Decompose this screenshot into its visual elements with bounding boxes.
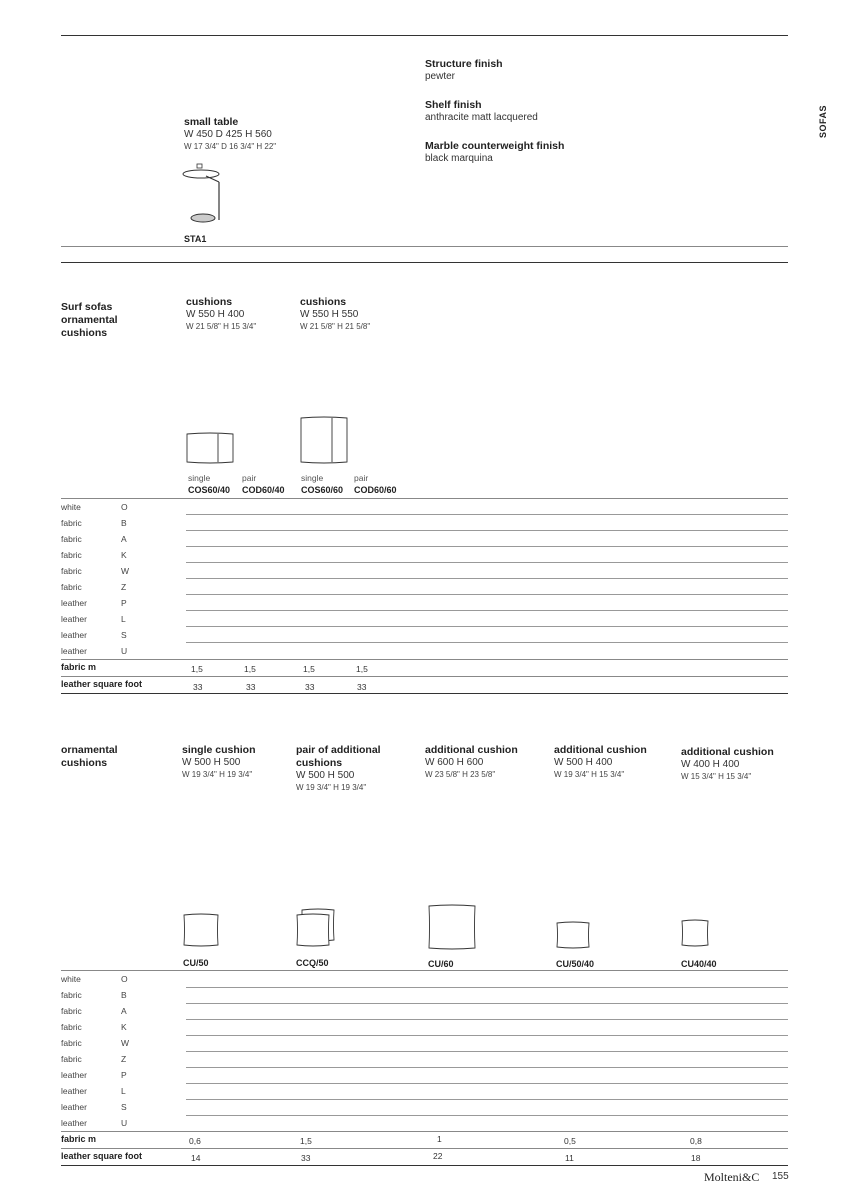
section1-leather-2: 33 [246, 682, 256, 692]
cushion-cu60-drawing [428, 904, 476, 950]
section2-product-5: additional cushion W 400 H 400 W 15 3/4" H 15 3/4" [681, 746, 774, 781]
section2-code-5: CU40/40 [681, 959, 717, 969]
section2-code-1: CU/50 [183, 958, 209, 968]
section1-fabric-1: 1,5 [191, 664, 203, 674]
variant-sub-1: single [188, 473, 211, 483]
small-table-title: small table [184, 116, 239, 128]
section2-title: ornamental cushions [61, 744, 118, 769]
section2-fabric-1: 0,6 [189, 1136, 201, 1146]
variant-code-1: COS60/40 [188, 485, 231, 495]
section1-leather-4: 33 [357, 682, 367, 692]
cushion-cos60-40-drawing [186, 432, 234, 464]
small-table-dim-metric: W 450 D 425 H 560 [184, 129, 272, 140]
section2-leather-rule [61, 1148, 788, 1149]
cushion-ccq50-drawing [296, 908, 338, 948]
small-table-code: STA1 [184, 234, 207, 244]
section2-product-2: pair of additional cushions W 500 H 500 W 19 3/4" H 19 3/4" [296, 744, 381, 792]
brand-logo: Molteni&C [704, 1170, 760, 1184]
section2-code-3: CU/60 [428, 959, 454, 969]
section2-code-2: CCQ/50 [296, 958, 329, 968]
section2-table-top-rule [61, 970, 788, 971]
variant-sub-3: single [301, 473, 324, 483]
section2-fabric-3: 1 [437, 1134, 442, 1144]
section1-table-top-rule [61, 498, 788, 499]
section1-product-1: cushions W 550 H 400 W 21 5/8" H 15 3/4" [186, 296, 257, 331]
section1-leather-1: 33 [193, 682, 203, 692]
variant-code-4: COD60/60 [354, 485, 397, 495]
section2-product-1: single cushion W 500 H 500 W 19 3/4" H 19 3/4" [182, 744, 256, 779]
section2-leather-1: 14 [191, 1153, 201, 1163]
variant-code-2: COD60/40 [242, 485, 285, 495]
section2-fabric-2: 1,5 [300, 1136, 312, 1146]
section2-fabric-rule [61, 1131, 788, 1132]
top-rule [61, 35, 788, 36]
section1-leather-rule [61, 676, 788, 677]
variant-sub-2: pair [242, 473, 257, 483]
sidebar-section-label: SOFAS [818, 104, 828, 138]
section1-title: Surf sofas ornamental cushions [61, 301, 118, 339]
section2-leather-5: 18 [691, 1153, 701, 1163]
section2-leather-label: leather square foot [61, 1151, 143, 1161]
top-section-rule [61, 246, 788, 247]
section1-product-2: cushions W 550 H 550 W 21 5/8" H 21 5/8" [300, 296, 371, 331]
section2-leather-4: 11 [565, 1153, 574, 1163]
section1-fabric-4: 1,5 [356, 664, 368, 674]
section2-product-3: additional cushion W 600 H 600 W 23 5/8" H 23 5/8" [425, 744, 518, 779]
cushion-cu40-40-drawing [681, 919, 709, 947]
small-table-dim-imperial: W 17 3/4" D 16 3/4" H 22" [184, 142, 277, 151]
small-table-drawing [182, 162, 228, 228]
variant-sub-4: pair [354, 473, 369, 483]
section2-product-4: additional cushion W 500 H 400 W 19 3/4" H 15 3/4" [554, 744, 647, 779]
cushion-cu50-40-drawing [556, 921, 590, 949]
section1-fabric-rule [61, 659, 788, 660]
finish-marble: Marble counterweight finish black marquina [425, 140, 565, 164]
section2-fabric-4: 0,5 [564, 1136, 576, 1146]
section2-leather-2: 33 [301, 1153, 311, 1163]
section1-leather-3: 33 [305, 682, 315, 692]
finish-structure: Structure finish pewter [425, 58, 503, 82]
section1-bottom-rule [61, 693, 788, 694]
small-table-block [184, 116, 276, 152]
section1-fabric-2: 1,5 [244, 664, 256, 674]
cushion-cu50-drawing [183, 913, 219, 947]
section2-code-4: CU/50/40 [556, 959, 595, 969]
section2-bottom-rule [61, 1165, 788, 1166]
cushion-cos60-60-drawing [300, 416, 348, 464]
section2-fabric-label: fabric m [61, 1134, 97, 1144]
section1-fabric-3: 1,5 [303, 664, 315, 674]
finish-shelf: Shelf finish anthracite matt lacquered [425, 99, 538, 123]
section2-fabric-5: 0,8 [690, 1136, 702, 1146]
section1-fabric-label: fabric m [61, 662, 97, 672]
section1-top-rule [61, 262, 788, 263]
page-number: 155 [772, 1171, 789, 1182]
variant-code-3: COS60/60 [301, 485, 344, 495]
section2-leather-3: 22 [433, 1151, 443, 1161]
section1-leather-label: leather square foot [61, 679, 143, 689]
